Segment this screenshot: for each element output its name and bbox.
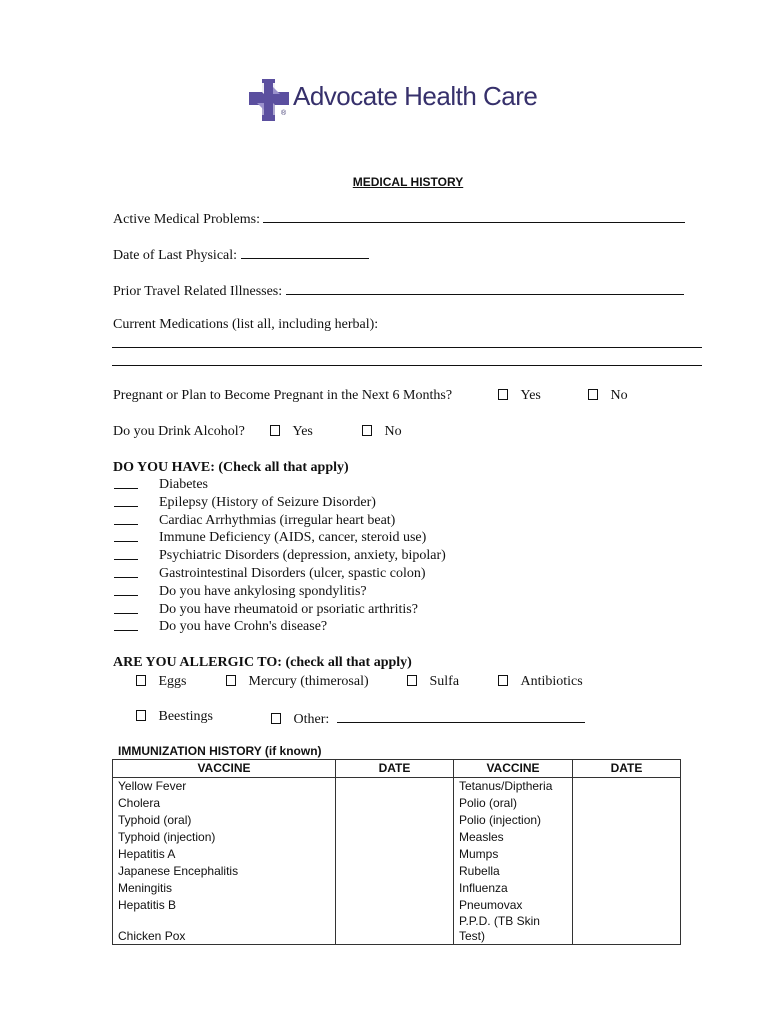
allergies-heading: ARE YOU ALLERGIC TO: (check all that apply)	[113, 655, 412, 670]
vaccine-cell: Hepatitis A	[113, 846, 336, 863]
vaccine-cell: Tetanus/Diptheria	[454, 778, 573, 796]
allergy-other-checkbox[interactable]	[271, 713, 281, 724]
vaccine-cell: Rubella	[454, 863, 573, 880]
allergy-other	[271, 709, 585, 728]
date-cell[interactable]	[336, 812, 454, 829]
date-cell[interactable]	[336, 863, 454, 880]
list-item	[114, 494, 376, 512]
table-row	[113, 863, 681, 880]
date-cell[interactable]	[336, 880, 454, 897]
date-cell[interactable]	[573, 778, 681, 796]
header-date: DATE	[573, 760, 681, 778]
active-problems-row	[113, 209, 685, 228]
list-item	[114, 512, 396, 530]
active-problems-input[interactable]	[263, 209, 685, 223]
list-item	[114, 529, 427, 547]
allergy-other-input[interactable]	[337, 709, 585, 723]
allergy-beestings-checkbox[interactable]	[136, 710, 146, 721]
list-item	[114, 618, 328, 636]
brand-name: Advocate Health Care	[293, 81, 538, 111]
condition-label: Gastrointestinal Disorders (ulcer, spastic colon)	[159, 565, 426, 581]
date-cell[interactable]	[336, 829, 454, 846]
condition-check-line[interactable]	[114, 529, 138, 542]
vaccine-cell: Pneumovax	[454, 897, 573, 914]
table-row	[113, 778, 681, 796]
travel-illnesses-row	[113, 281, 684, 300]
pregnant-no-option	[588, 388, 628, 404]
vaccine-cell: Influenza	[454, 880, 573, 897]
pregnant-yes-checkbox[interactable]	[498, 389, 508, 400]
vaccine-cell: Mumps	[454, 846, 573, 863]
vaccine-cell: Japanese Encephalitis	[113, 863, 336, 880]
pregnant-no-checkbox[interactable]	[588, 389, 598, 400]
header-vaccine: VACCINE	[113, 760, 336, 778]
date-cell[interactable]	[336, 914, 454, 945]
table-row	[113, 795, 681, 812]
vaccine-cell: Meningitis	[113, 880, 336, 897]
alcohol-yes-label: Yes	[292, 424, 313, 439]
allergy-eggs	[136, 674, 187, 690]
condition-label: Do you have Crohn's disease?	[159, 619, 328, 635]
allergy-sulfa	[407, 674, 459, 690]
date-cell[interactable]	[573, 846, 681, 863]
advocate-logo	[249, 79, 549, 121]
active-problems-label: Active Medical Problems:	[113, 212, 260, 227]
condition-label: Psychiatric Disorders (depression, anxiety, bipolar)	[159, 548, 446, 564]
vaccine-cell: Typhoid (oral)	[113, 812, 336, 829]
condition-label: Do you have ankylosing spondylitis?	[159, 583, 367, 599]
condition-label: Diabetes	[159, 477, 208, 492]
list-item	[114, 601, 418, 619]
date-cell[interactable]	[336, 795, 454, 812]
allergy-antibiotics	[498, 674, 583, 690]
travel-illnesses-input[interactable]	[286, 281, 684, 295]
allergy-beestings	[136, 709, 213, 725]
allergy-eggs-checkbox[interactable]	[136, 675, 146, 686]
allergy-sulfa-checkbox[interactable]	[407, 675, 417, 686]
date-cell[interactable]	[573, 897, 681, 914]
allergy-antibiotics-checkbox[interactable]	[498, 675, 508, 686]
vaccine-cell: Measles	[454, 829, 573, 846]
table-row	[113, 812, 681, 829]
allergy-antibiotics-label: Antibiotics	[520, 674, 583, 689]
allergy-mercury-label: Mercury (thimerosal)	[248, 674, 369, 689]
condition-check-line[interactable]	[114, 565, 138, 578]
date-cell[interactable]	[573, 914, 681, 945]
last-physical-label: Date of Last Physical:	[113, 248, 238, 263]
table-row	[113, 829, 681, 846]
medications-input-line-2[interactable]	[112, 365, 702, 366]
travel-illnesses-label: Prior Travel Related Illnesses:	[113, 284, 283, 299]
alcohol-no-checkbox[interactable]	[362, 425, 372, 436]
list-item	[114, 476, 208, 494]
allergy-mercury-checkbox[interactable]	[226, 675, 236, 686]
date-cell[interactable]	[573, 795, 681, 812]
allergy-beestings-label: Beestings	[158, 709, 213, 724]
table-header-row	[113, 760, 681, 778]
vaccine-cell-line-2: Test)	[459, 929, 486, 943]
condition-check-line[interactable]	[114, 512, 138, 525]
alcohol-yes-option	[270, 424, 313, 440]
condition-label: Cardiac Arrhythmias (irregular heart beat)	[159, 512, 396, 528]
pregnant-yes-option	[498, 388, 541, 404]
table-row	[113, 846, 681, 863]
table-row	[113, 914, 681, 945]
conditions-list	[114, 476, 446, 636]
list-item	[114, 565, 426, 583]
condition-check-line[interactable]	[114, 494, 138, 507]
alcohol-no-label: No	[384, 424, 402, 439]
date-cell[interactable]	[573, 829, 681, 846]
vaccine-cell-line-1: P.P.D. (TB Skin	[459, 914, 540, 928]
vaccine-cell: Polio (oral)	[454, 795, 573, 812]
vaccine-cell: Typhoid (injection)	[113, 829, 336, 846]
alcohol-yes-checkbox[interactable]	[270, 425, 280, 436]
condition-check-line[interactable]	[114, 601, 138, 614]
condition-label: Epilepsy (History of Seizure Disorder)	[159, 494, 376, 510]
alcohol-no-option	[362, 424, 402, 440]
date-cell[interactable]	[573, 812, 681, 829]
vaccine-cell: Yellow Fever	[113, 778, 336, 796]
list-item	[114, 583, 367, 601]
condition-check-line[interactable]	[114, 583, 138, 596]
vaccine-cell	[454, 914, 573, 945]
page-title: MEDICAL HISTORY	[352, 175, 464, 189]
allergy-mercury	[226, 674, 369, 690]
pregnant-no-label: No	[610, 388, 628, 403]
allergy-eggs-label: Eggs	[158, 674, 187, 689]
condition-check-line[interactable]	[114, 476, 138, 489]
vaccine-cell: Chicken Pox	[113, 914, 336, 945]
conditions-heading: DO YOU HAVE: (Check all that apply)	[113, 460, 349, 475]
pregnant-question: Pregnant or Plan to Become Pregnant in the Next 6 Months?	[113, 388, 453, 403]
vaccine-cell: Polio (injection)	[454, 812, 573, 829]
last-physical-input[interactable]	[241, 245, 369, 259]
condition-label: Do you have rheumatoid or psoriatic arthritis?	[159, 601, 418, 617]
last-physical-row	[113, 245, 369, 264]
pregnant-yes-label: Yes	[520, 388, 541, 403]
date-cell[interactable]	[573, 880, 681, 897]
medications-label: Current Medications (list all, including herbal):	[113, 317, 379, 332]
date-cell[interactable]	[336, 897, 454, 914]
header-vaccine: VACCINE	[454, 760, 573, 778]
alcohol-question: Do you Drink Alcohol?	[113, 424, 245, 439]
condition-check-line[interactable]	[114, 618, 138, 631]
allergy-other-label: Other:	[293, 712, 330, 727]
date-cell[interactable]	[573, 863, 681, 880]
immunization-title: IMMUNIZATION HISTORY (if known)	[118, 744, 322, 758]
date-cell[interactable]	[336, 778, 454, 796]
condition-label: Immune Deficiency (AIDS, cancer, steroid use)	[159, 530, 427, 546]
list-item	[114, 547, 446, 565]
date-cell[interactable]	[336, 846, 454, 863]
table-row	[113, 897, 681, 914]
allergy-sulfa-label: Sulfa	[429, 674, 460, 689]
header-date: DATE	[336, 760, 454, 778]
vaccine-cell: Hepatitis B	[113, 897, 336, 914]
registered-mark: ®	[281, 110, 287, 117]
immunization-table	[112, 759, 681, 945]
vaccine-cell: Cholera	[113, 795, 336, 812]
condition-check-line[interactable]	[114, 547, 138, 560]
medications-input-line-1[interactable]	[112, 347, 702, 348]
table-row	[113, 880, 681, 897]
